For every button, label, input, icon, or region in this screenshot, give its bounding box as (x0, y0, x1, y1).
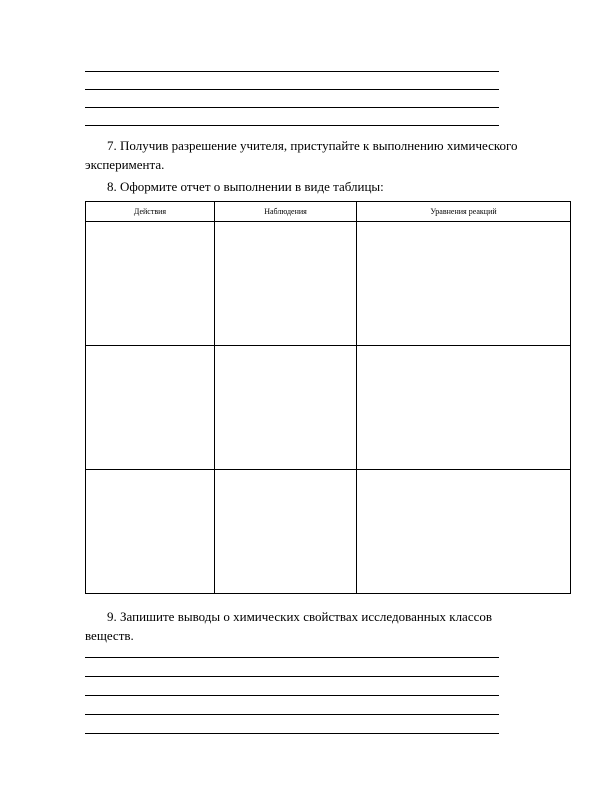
step-9-word: химических (233, 609, 300, 624)
top-writing-line-4[interactable] (85, 125, 499, 126)
table-row (86, 470, 571, 594)
step-7-word: разрешение (171, 138, 237, 153)
step-7-word: 7. (107, 138, 117, 153)
step-9-word: свойствах (303, 609, 359, 624)
header-reaction-equations: Уравнения реакций (357, 202, 571, 222)
report-table (85, 201, 571, 594)
bottom-writing-line-2[interactable] (85, 676, 499, 677)
step-8-paragraph (85, 177, 570, 196)
step-8-text: 8. Оформите отчет о выполнении в виде таблицы: (107, 179, 384, 194)
header-actions: Действия (86, 202, 215, 222)
table-row (86, 346, 571, 470)
step-7-word: к (363, 138, 370, 153)
step-7-word: выполнению (372, 138, 444, 153)
step-9-paragraph (85, 607, 570, 645)
step-7-line-2: эксперимента. (85, 157, 165, 172)
reaction-equations-cell[interactable] (357, 346, 571, 470)
reaction-equations-cell[interactable] (357, 222, 571, 346)
step-9-word: выводы (177, 609, 221, 624)
step-9-word: классов (449, 609, 493, 624)
actions-cell[interactable] (86, 222, 215, 346)
step-7-word: Получив (120, 138, 169, 153)
step-7-line-1 (85, 136, 570, 155)
step-9-word: Запишите (120, 609, 175, 624)
observations-cell[interactable] (215, 222, 357, 346)
observations-cell[interactable] (215, 346, 357, 470)
bottom-writing-line-4[interactable] (85, 714, 499, 715)
table-header-row (86, 202, 571, 222)
step-7-word: химического (446, 138, 518, 153)
step-7-word: учителя, (239, 138, 288, 153)
step-9-line-1 (85, 607, 570, 626)
table-row (86, 222, 571, 346)
actions-cell[interactable] (86, 346, 215, 470)
step-9-word: исследованных (361, 609, 446, 624)
step-9-word: о (223, 609, 230, 624)
step-7-word: приступайте (290, 138, 360, 153)
observations-cell[interactable] (215, 470, 357, 594)
bottom-writing-line-5[interactable] (85, 733, 499, 734)
step-9-line-2: веществ. (85, 628, 134, 643)
step-9-word: 9. (107, 609, 117, 624)
step-7-paragraph (85, 136, 570, 174)
header-observations: Наблюдения (215, 202, 357, 222)
reaction-equations-cell[interactable] (357, 470, 571, 594)
actions-cell[interactable] (86, 470, 215, 594)
top-writing-line-2[interactable] (85, 89, 499, 90)
bottom-writing-line-3[interactable] (85, 695, 499, 696)
top-writing-line-3[interactable] (85, 107, 499, 108)
bottom-writing-line-1[interactable] (85, 657, 499, 658)
top-writing-line-1[interactable] (85, 71, 499, 72)
